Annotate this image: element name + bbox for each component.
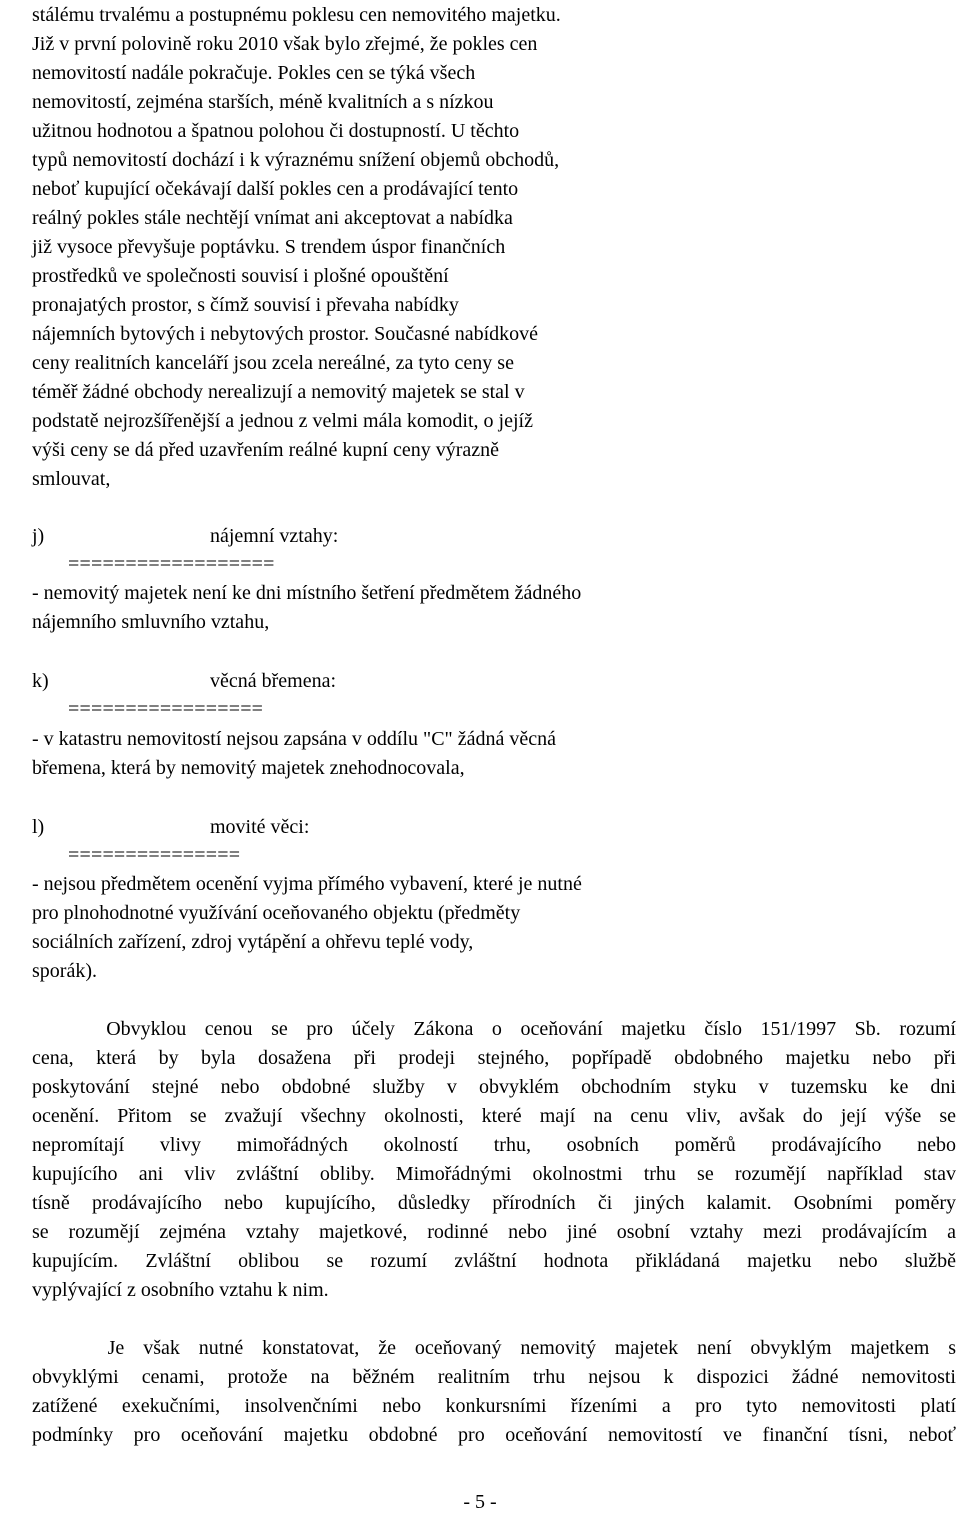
text-line: smlouvat, — [32, 468, 111, 490]
text-line: nemovitostí nadále pokračuje. Pokles cen se týká všech — [32, 62, 476, 84]
section-l-body — [32, 870, 772, 986]
text-line: reálný pokles stále nechtějí vnímat ani akceptovat a nabídka — [32, 207, 513, 229]
text-line: - nemovitý majetek není ke dni místního šetření předmětem žádného — [32, 582, 582, 604]
section-j-rule: ================== — [68, 553, 275, 575]
section-k-body — [32, 725, 772, 783]
text-line: Již v první polovině roku 2010 však bylo zřejmé, že pokles cen — [32, 33, 538, 55]
section-k-rule: ================= — [68, 698, 264, 720]
text-line: se rozumějí zejména vztahy majetkové, rodinné nebo jiné osobní vztahy mezi prodávajícím a — [32, 1221, 956, 1243]
text-line: stálému trvalému a postupnému poklesu cen nemovitého majetku. — [32, 4, 561, 26]
section-letter: j) — [32, 525, 45, 547]
section-title: věcná břemena: — [210, 670, 337, 692]
text-line: - nejsou předmětem ocenění vyjma přímého vybavení, které je nutné — [32, 873, 582, 895]
paragraph-obvykla-cena — [32, 1015, 956, 1305]
section-letter: l) — [32, 816, 45, 838]
text-line: sociálních zařízení, zdroj vytápění a ohřevu teplé vody, — [32, 931, 474, 953]
text-line: - v katastru nemovitostí nejsou zapsána v oddílu "C" žádná věcná — [32, 728, 556, 750]
section-title: movité věci: — [210, 816, 310, 838]
text-line: obvyklými cenami, protože na běžném realitním trhu nejsou k dispozici žádné nemovitosti — [32, 1366, 956, 1388]
text-line: nepromítají vlivy mimořádných okolností trhu, osobních poměrů prodávajícího nebo — [32, 1134, 956, 1156]
paragraph-konstatovani — [32, 1334, 956, 1450]
text-line: Je však nutné konstatovat, že oceňovaný nemovitý majetek není obvyklým majetkem s — [32, 1337, 956, 1359]
text-line: kupujícím. Zvláštní oblibou se rozumí zvláštní hodnota přikládaná majetku nebo službě — [32, 1250, 956, 1272]
text-line: nemovitostí, zejména starších, méně kvalitních a s nízkou — [32, 91, 494, 113]
text-line: ocenění. Přitom se zvažují všechny okolnosti, které mají na cenu vliv, avšak do její výše se — [32, 1105, 956, 1127]
text-line: téměř žádné obchody nerealizují a nemovitý majetek se stal v — [32, 381, 525, 403]
text-line: vyplývající z osobního vztahu k nim. — [32, 1279, 329, 1301]
text-line: tísně prodávajícího nebo kupujícího, důsledky přírodních či jiných kalamit. Osobními poměry — [32, 1192, 956, 1214]
text-line: užitnou hodnotou a špatnou polohou či dostupností. U těchto — [32, 120, 520, 142]
text-line: zatížené exekučními, insolvenčními nebo konkursními řízeními a pro tyto nemovitosti platí — [32, 1395, 956, 1417]
text-line: Obvyklou cenou se pro účely Zákona o oceňování majetku číslo 151/1997 Sb. rozumí — [32, 1018, 956, 1040]
section-j-body — [32, 579, 772, 637]
section-l-rule: =============== — [68, 844, 241, 866]
text-line: břemena, která by nemovitý majetek znehodnocovala, — [32, 757, 465, 779]
text-line: nájemního smluvního vztahu, — [32, 611, 270, 633]
section-title: nájemní vztahy: — [210, 525, 339, 547]
text-line: kupujícího ani vliv zvláštní obliby. Mimořádnými okolnostmi trhu se rozumějí například stav — [32, 1163, 956, 1185]
text-line: sporák). — [32, 960, 97, 982]
text-line: poskytování stejné nebo obdobné služby v obvyklém obchodním styku v tuzemsku ke dni — [32, 1076, 956, 1098]
text-line: typů nemovitostí dochází i k výraznému snížení objemů obchodů, — [32, 149, 560, 171]
text-line: výši ceny se dá před uzavřením reálné kupní ceny výrazně — [32, 439, 500, 461]
intro-paragraph — [32, 1, 772, 494]
text-line: neboť kupující očekávají další pokles cen a prodávající tento — [32, 178, 519, 200]
section-k-heading — [32, 667, 336, 696]
text-line: podstatě nejrozšířenější a jednou z velmi mála komodit, o jejíž — [32, 410, 533, 432]
section-l-heading — [32, 813, 309, 842]
text-line: nájemních bytových i nebytových prostor. Současné nabídkové — [32, 323, 539, 345]
text-line: pro plnohodnotné využívání oceňovaného objektu (předměty — [32, 902, 521, 924]
text-line: již vysoce převyšuje poptávku. S trendem úspor finančních — [32, 236, 506, 258]
section-letter: k) — [32, 670, 49, 692]
text-line: cena, která by byla dosažena při prodeji stejného, popřípadě obdobného majetku nebo při — [32, 1047, 956, 1069]
text-line: ceny realitních kanceláří jsou zcela nereálné, za tyto ceny se — [32, 352, 514, 374]
text-line: podmínky pro oceňování majetku obdobné pro oceňování nemovitostí ve finanční tísni, neboť — [32, 1424, 956, 1446]
section-j-heading — [32, 522, 338, 551]
text-line: prostředků ve společnosti souvisí i plošné opouštění — [32, 265, 449, 287]
text-line: pronajatých prostor, s čímž souvisí i převaha nabídky — [32, 294, 459, 316]
page-number: - 5 - — [463, 1491, 497, 1513]
